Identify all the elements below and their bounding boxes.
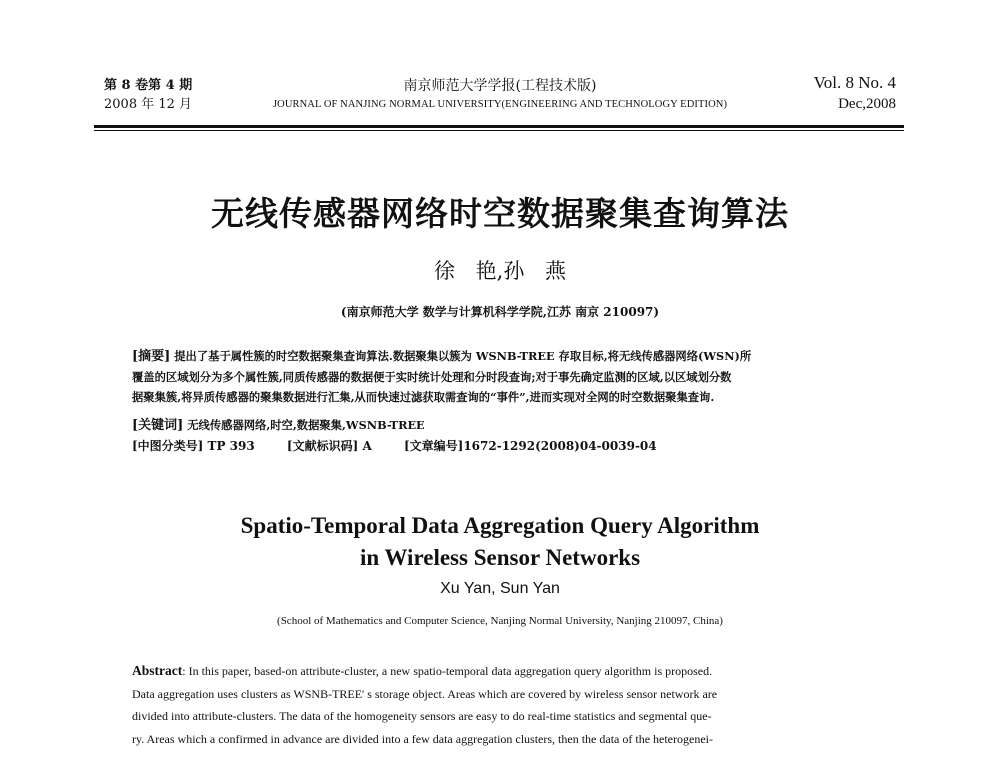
header-volume-block (814, 72, 896, 114)
abstract-cn-line-3: 据聚集簇,将异质传感器的聚集数据进行汇集,从而快速过滤获取需查询的“事件”,进而实现对全网的时空数据聚集查询. (132, 390, 715, 404)
header-rule-thin (94, 130, 904, 131)
clc-value: TP 393 (207, 439, 255, 453)
article-number-label: [文章编号] (403, 439, 464, 453)
journal-name-cn: 南京师范大学学报(工程技术版) (403, 78, 597, 94)
header-issue-block (104, 76, 192, 114)
header-volume-en: Vol. 8 No. 4 (813, 73, 896, 92)
header-issue-cn: 第 8 卷第 4 期 (104, 78, 193, 93)
paper-title-cn: 无线传感器网络时空数据聚集查询算法 (211, 194, 789, 233)
affiliation-en: (School of Mathematics and Computer Science, Nanjing Normal University, Nanjing 210097, China) (277, 615, 723, 627)
journal-name-en: JOURNAL OF NANJING NORMAL UNIVERSITY(ENGINEERING AND TECHNOLOGY EDITION) (272, 99, 728, 110)
abstract-cn (132, 346, 868, 407)
keywords-cn (132, 414, 868, 433)
header-journal-block (234, 76, 766, 114)
abstract-cn-label: [摘要] (132, 349, 171, 364)
header-rule-thick (94, 125, 904, 128)
paper-title-en-line-1: Spatio-Temporal Data Aggregation Query Algorithm (240, 513, 760, 538)
affiliation-cn: (南京师范大学 数学与计算机科学学院,江苏 南京 210097) (340, 305, 660, 319)
header-date-cn: 2008 年 12 月 (104, 97, 193, 112)
authors-en: Xu Yan, Sun Yan (440, 580, 560, 597)
header-date-en: Dec,2008 (838, 96, 896, 112)
keywords-cn-label: [关键词] (132, 418, 184, 433)
abstract-en-line-3: divided into attribute-clusters. The data of the homogeneity sensors are easy to do real-time statistics and segmental que- (132, 709, 712, 723)
abstract-en-line-1 (132, 660, 868, 683)
authors-cn: 徐 艳,孙 燕 (433, 259, 567, 283)
classification-line (132, 437, 868, 454)
doc-code-value: A (362, 439, 372, 453)
clc-field (132, 439, 269, 453)
paper-title-en-line-2: in Wireless Sensor Networks (359, 545, 641, 570)
doc-code-field (287, 439, 386, 453)
article-number-field (404, 439, 671, 453)
abstract-cn-text-1: 提出了基于属性簇的时空数据聚集查询算法.数据聚集以簇为 WSNB-TREE 存取目标,将无线传感器网络(WSN)所 (174, 349, 752, 363)
paper-title-en (0, 510, 1000, 574)
abstract-en-line-4: ry. Areas which a confirmed in advance are divided into a few data aggregation clusters, then the data of the heterogenei- (132, 731, 713, 746)
abstract-cn-line-2: 覆盖的区域划分为多个属性簇,同质传感器的数据便于实时统计处理和分时段查询;对于事先确定监测的区域,以区域划分数 (132, 370, 732, 384)
abstract-en (132, 660, 868, 750)
doc-code-label: [文献标识码] (286, 439, 359, 453)
article-number-value: 1672-1292(2008)04-0039-04 (463, 439, 657, 453)
keywords-cn-text: 无线传感器网络,时空,数据聚集,WSNB-TREE (187, 418, 425, 432)
abstract-en-text-1: : In this paper, based-on attribute-cluster, a new spatio-temporal data aggregation query algorithm is proposed. (182, 664, 713, 678)
abstract-en-label: Abstract (132, 663, 183, 678)
abstract-cn-line-1 (132, 346, 868, 367)
clc-label: [中图分类号] (132, 439, 204, 453)
abstract-en-line-2: Data aggregation uses clusters as WSNB-TREE' s storage object. Areas which are covered by wireless sensor network are (132, 686, 718, 701)
